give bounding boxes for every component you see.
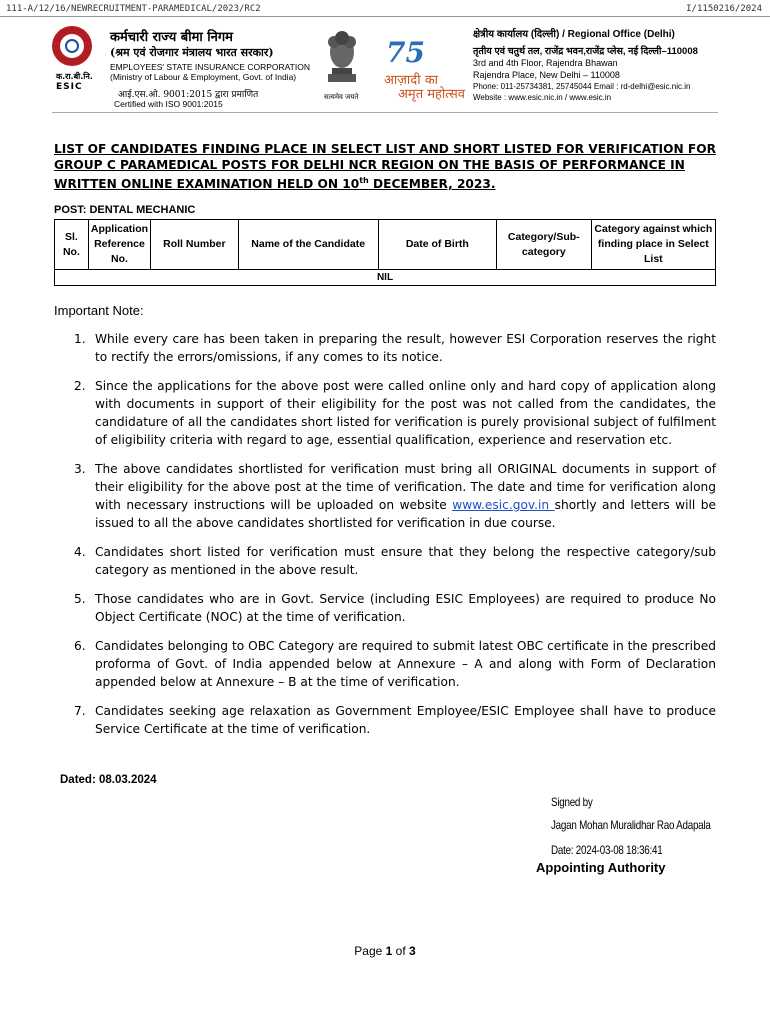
column-header: Date of Birth	[378, 220, 496, 270]
logo-hindi-text: क.रा.बी.नि.	[56, 72, 93, 81]
list-item: 2. Since the applications for the above post were called online only and hard copy of application along with documents in support of their eligibility for the post was not called from the candidates, the candidature of all the candidates short listed for verification is purely provisional subject of fulfilment of eligibility criteria with regard to age, essential qualification, experience and reservation etc.	[74, 379, 716, 447]
ministry-english: (Ministry of Labour & Employment, Govt. of India)	[110, 72, 297, 82]
org-name-english: EMPLOYEES' STATE INSURANCE CORPORATION	[110, 62, 310, 72]
document-id: I/1150216/2024	[686, 4, 762, 14]
esic-logo-icon	[52, 26, 92, 66]
table-header-row	[55, 220, 716, 270]
signer-name: Jagan Mohan Muralidhar Rao Adapala	[551, 818, 711, 832]
website-line: Website : www.esic.nic.in / www.esic.in	[473, 93, 612, 102]
post-name: POST: DENTAL MECHANIC	[54, 204, 196, 216]
column-header: Sl. No.	[55, 220, 89, 270]
column-header: Category against which finding place in Select List	[591, 220, 715, 270]
list-item: 6. Candidates belonging to OBC Category are required to submit latest OBC certificate in the prescribed proforma of Govt. of India appended below at Annexure – A and along with Form of Declaration appended below at Annexure – B at the time of verification.	[74, 639, 716, 689]
iso-english: Certified with ISO 9001:2015	[114, 99, 223, 109]
azadi-logo-line2: अमृत महोत्सव	[398, 87, 466, 102]
website-link[interactable]: www.esic.gov.in	[452, 498, 555, 512]
iso-hindi: आई.एस.ओ. 9001:2015 द्वारा प्रमाणित	[118, 90, 259, 100]
nil-cell: NIL	[55, 270, 716, 286]
regional-office-title: क्षेत्रीय कार्यालय (दिल्ली) / Regional Office (Delhi)	[473, 29, 675, 40]
signer-title: Appointing Authority	[536, 860, 666, 875]
page-number: Page 1 of 3	[354, 944, 416, 958]
list-item: 1. While every care has been taken in preparing the result, however ESI Corporation reserves the right to rectify the errors/omissions, if any comes to its notice.	[74, 332, 716, 364]
document-reference: 111-A/12/16/NEWRECRUITMENT-PARAMEDICAL/2023/RC2	[6, 4, 261, 14]
list-item: 7. Candidates seeking age relaxation as Government Employee/ESIC Employee shall have to produce Service Certificate at the time of verification.	[74, 704, 716, 736]
ministry-hindi: (श्रम एवं रोजगार मंत्रालय भारत सरकार)	[110, 46, 274, 59]
address-line2: Rajendra Place, New Delhi – 110008	[473, 70, 620, 80]
table-row	[55, 270, 716, 286]
list-item: 4. Candidates short listed for verification must ensure that they belong the respective category/sub category as mentioned in the above result.	[74, 545, 716, 577]
signature-line: Signed by	[551, 795, 593, 809]
list-item: 5. Those candidates who are in Govt. Service (including ESIC Employees) are required to produce No Object Certificate (NOC) at the time of verification.	[74, 592, 716, 624]
list-item: 3. The above candidates shortlisted for verification must bring all ORIGINAL documents in support of their eligibility for the above post at the time of verification. The date and time for verification along with necessary instructions will be uploaded on website www.esic.gov.in shortly and letters will be issued to all the above candidates shortlisted for verification in due course.	[74, 462, 716, 530]
column-header: Roll Number	[151, 220, 239, 270]
column-header: Application Reference No.	[88, 220, 150, 270]
address-hindi: तृतीय एवं चतुर्थ तल, राजेंद्र भवन,राजेंद्र प्लेस, नई दिल्ली–110008	[473, 46, 698, 57]
column-header: Category/Sub-category	[496, 220, 591, 270]
signature-date: Date: 2024-03-08 18:36:41	[551, 843, 663, 857]
document-title: LIST OF CANDIDATES FINDING PLACE IN SELECT LIST AND SHORT LISTED FOR VERIFICATION FOR GROUP C PARAMEDICAL POSTS FOR DELHI NCR REGION ON THE BASIS OF PERFORMANCE IN WRITTEN ONLINE EXAMINATION HELD ON 10th DECEMBER, 2023.	[54, 142, 716, 192]
emblem-motto: सत्यमेव जयते	[324, 93, 359, 101]
org-name-hindi: कर्मचारी राज्य बीमा निगम	[110, 30, 233, 45]
column-header: Name of the Candidate	[238, 220, 378, 270]
header-divider	[52, 112, 718, 113]
address-line1: 3rd and 4th Floor, Rajendra Bhawan	[473, 58, 618, 68]
azadi-logo-number: 75	[386, 36, 425, 69]
candidates-table	[54, 219, 716, 286]
notes-list	[74, 330, 716, 749]
contact-line: Phone: 011-25734381, 25745044 Email : rd-delhi@esic.nic.in	[473, 82, 691, 91]
national-emblem-icon	[322, 28, 362, 90]
notes-heading: Important Note:	[54, 303, 144, 318]
top-divider	[0, 16, 770, 17]
azadi-logo-line1: आज़ादी का	[384, 73, 439, 88]
dated: Dated: 08.03.2024	[60, 774, 157, 786]
logo-text: ESIC	[56, 82, 83, 92]
